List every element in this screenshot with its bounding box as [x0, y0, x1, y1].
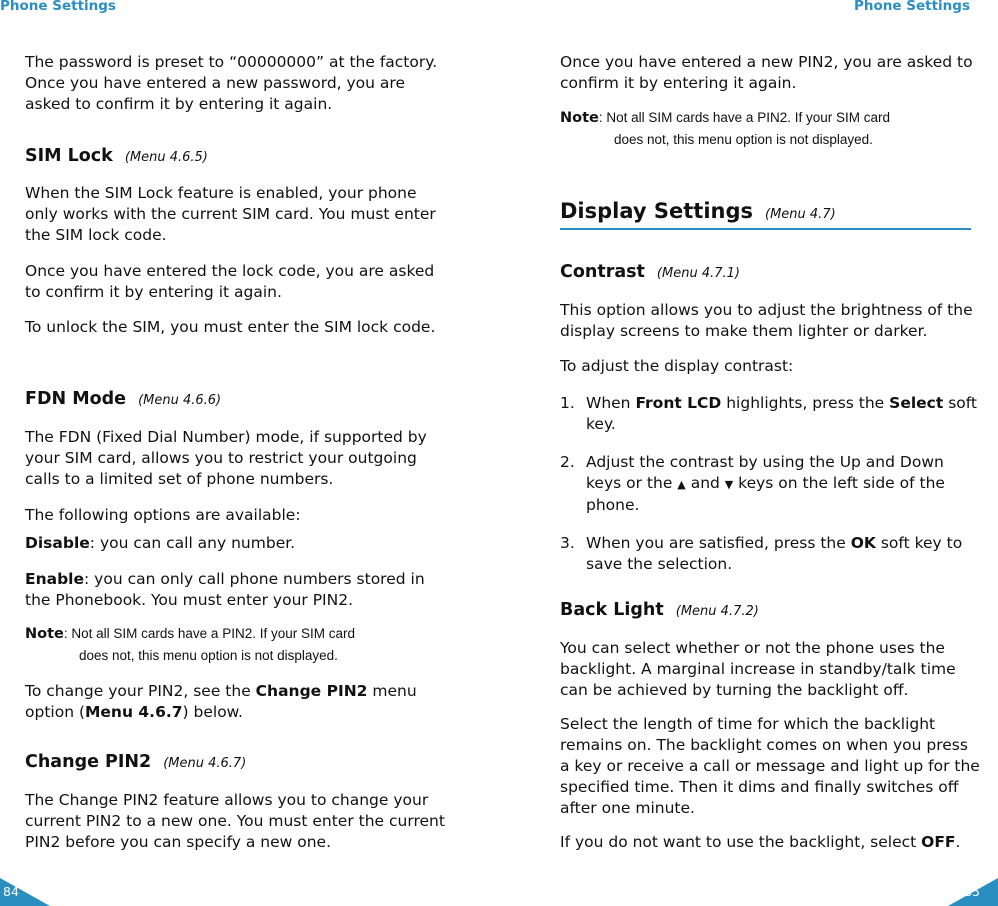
page-number: 84 [3, 884, 19, 899]
menu-reference: (Menu 4.7) [765, 207, 836, 222]
contrast-paragraph: This option allows you to adjust the brightness of the display screens to make them lighter or darker. [560, 301, 973, 340]
fdn-mode-heading: FDN Mode (Menu 4.6.6) [25, 389, 222, 409]
up-arrow-icon: ▲ [677, 478, 686, 491]
contrast-steps [560, 393, 980, 592]
sim-lock-paragraph-2: Once you have entered the lock code, you are asked to confirm it by entering it again. [25, 262, 435, 301]
section-divider [560, 228, 971, 230]
intro-paragraph: Once you have entered a new PIN2, you are asked to confirm it by entering it again. [560, 53, 973, 92]
contrast-heading: Contrast (Menu 4.7.1) [560, 262, 740, 282]
menu-reference: (Menu 4.7.1) [656, 266, 740, 281]
back-light-paragraph-1: You can select whether or not the phone uses the backlight. A marginal increase in standby/talk time can be achieved by turning the backlight off. [560, 639, 956, 699]
step-1: 1. When Front LCD highlights, press the Select soft key. [560, 394, 978, 433]
enable-option: Enable: you can only call phone numbers stored in the Phonebook. You must enter your PIN2. [25, 570, 425, 609]
fdn-options-intro: The following options are available: [25, 506, 301, 524]
pin2-note: Note: Not all SIM cards have a PIN2. If your SIM card does not, this menu option is not displayed. [560, 110, 890, 147]
contrast-steps-intro: To adjust the display contrast: [560, 357, 794, 375]
running-header: Phone Settings [0, 0, 116, 14]
change-pin2-heading: Change PIN2 (Menu 4.6.7) [25, 752, 247, 772]
right-page [499, 0, 998, 906]
menu-reference: (Menu 4.6.5) [124, 150, 208, 165]
change-pin2-paragraph: The Change PIN2 feature allows you to change your current PIN2 to a new one. You must enter the current PIN2 before you can specify a new one. [25, 791, 445, 851]
intro-paragraph: The password is preset to “00000000” at the factory. Once you have entered a new password, you are asked to confirm it by entering it again. [25, 53, 438, 113]
display-settings-heading: Display Settings (Menu 4.7) [560, 199, 836, 223]
down-arrow-icon: ▼ [724, 478, 734, 491]
menu-reference: (Menu 4.7.2) [675, 604, 759, 619]
running-header: Phone Settings [854, 0, 970, 14]
fdn-note: Note: Not all SIM cards have a PIN2. If your SIM card does not, this menu option is not displayed. [25, 626, 355, 663]
sim-lock-paragraph-3: To unlock the SIM, you must enter the SIM lock code. [25, 318, 436, 336]
sim-lock-heading: SIM Lock (Menu 4.6.5) [25, 146, 208, 166]
back-light-heading: Back Light (Menu 4.7.2) [560, 600, 759, 620]
disable-option: Disable: you can call any number. [25, 534, 296, 552]
menu-reference: (Menu 4.6.7) [163, 756, 247, 771]
fdn-paragraph-1: The FDN (Fixed Dial Number) mode, if supported by your SIM card, allows you to restrict your outgoing calls to a limited set of phone numbers. [25, 428, 427, 488]
page-number: 85 [964, 884, 980, 899]
sim-lock-paragraph-1: When the SIM Lock feature is enabled, your phone only works with the current SIM card. You must enter the SIM lock code. [25, 184, 436, 244]
back-light-paragraph-3: If you do not want to use the backlight, select OFF. [560, 833, 961, 851]
back-light-paragraph-2: Select the length of time for which the backlight remains on. The backlight comes on when you press a key or receive a call or message and light up for the specified time. Then it dims and finally switches off after one minute. [560, 715, 980, 817]
step-3: 3. When you are satisfied, press the OK soft key to save the selection. [560, 534, 963, 573]
step-2: 2. Adjust the contrast by using the Up and Down keys or the ▲ and ▼ keys on the left side of the phone. [560, 453, 945, 514]
change-pin2-reference: To change your PIN2, see the Change PIN2 menu option (Menu 4.6.7) below. [25, 682, 417, 721]
menu-reference: (Menu 4.6.6) [138, 393, 222, 408]
